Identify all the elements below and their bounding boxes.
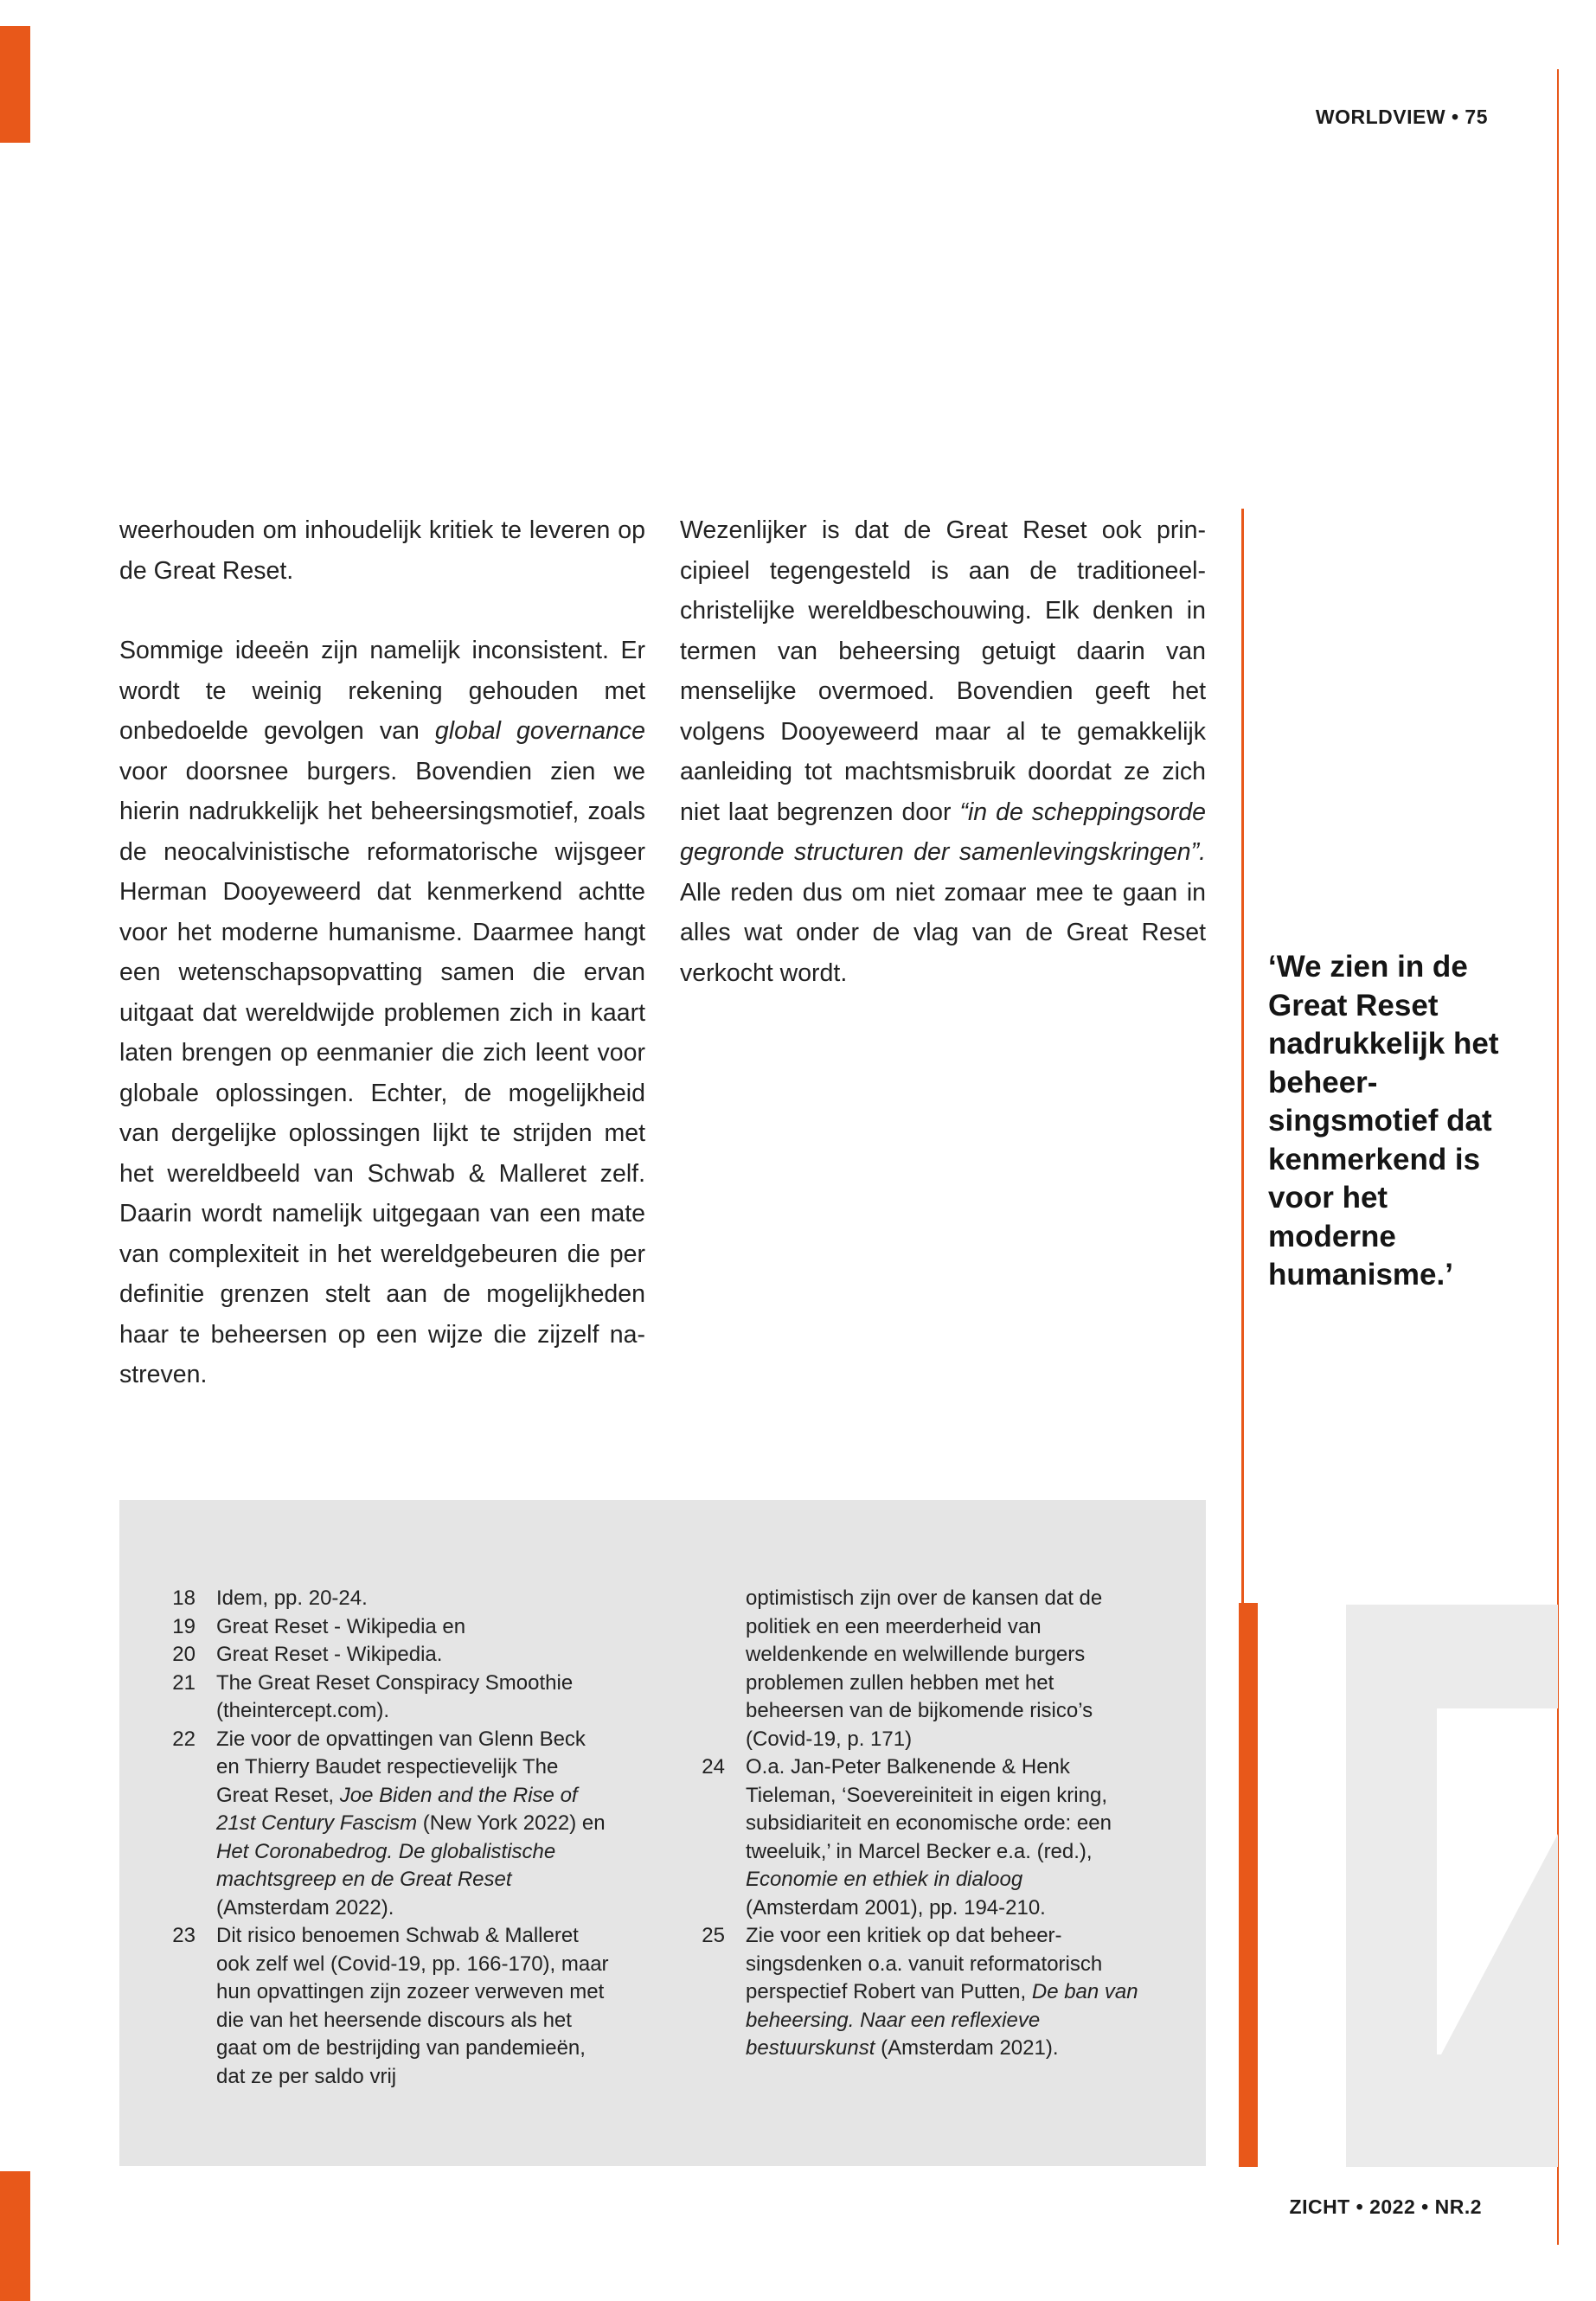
footnote-24: 24 O.a. Jan-Peter Balkenende & Henk Tieleman, ‘Soevereiniteit in eigen kring, subsidiariteit en economische orde: een tweeluik,’ in Marcel Becker e.a. (red.), Economie en ethiek in dialoog (Amsterdam 2001), pp. 194-210.: [702, 1755, 1112, 1920]
header-section: WORLDVIEW: [1315, 106, 1446, 128]
watermark-z-logo: [1346, 1605, 1558, 2167]
footnote-20: 20 Great Reset - Wikipedia.: [172, 1643, 443, 1666]
emphasis: “in de scheppingsorde gegronde structuren der samenlevingskringen”.: [680, 798, 1207, 866]
orange-bar-top-left: [0, 26, 30, 143]
footnote-18: 18 Idem, pp. 20-24.: [172, 1586, 368, 1610]
footer-magazine: ZICHT: [1289, 2195, 1350, 2218]
emphasis: global governance: [434, 717, 645, 745]
body-column-2: [680, 510, 1206, 1033]
footnote-21: 21 The Great Reset Conspiracy Smoothie (theintercept.com).: [172, 1670, 574, 1722]
footnote-22: 22 Zie voor de opvattingen van Glenn Beck en Thierry Baudet respectievelijk The Great Reset, Joe Biden and the Rise of 21st Century Fascism (New York 2022) en Het Coronabedrog. De globalistische machtsgreep en de Great Reset (Amsterdam 2022).: [172, 1727, 606, 1920]
paragraph: weerhouden om inhoudelijk kritiek te leveren op de Great Reset.: [119, 516, 645, 585]
footer-issue: NR.2: [1434, 2195, 1482, 2218]
body-column-1: [119, 510, 645, 1435]
pullquote-rule: [1241, 509, 1244, 1603]
header-page-number: 75: [1465, 106, 1488, 128]
orange-bar-bottom-right: [1239, 1603, 1258, 2167]
footnotes-box: [119, 1500, 1206, 2166]
paragraph: Wezenlijker is dat de Great Reset ook principieel tegengesteld is aan de traditioneel-christelijke wereldbeschouwing. Elk denken in termen van beheersing getuigt daarin van menselijke overmoed. Bovendien geeft het volgens Dooyeweerd maar al te gemakkelijk aanleiding tot machtsmisbruik doordat ze zich niet laat begrenzen door “in de scheppingsorde gegronde structuren der samenlevingskringen”. Alle reden dus om niet zomaar mee te gaan in alles wat onder de vlag van de Great Reset verkocht wordt.: [680, 516, 1207, 987]
orange-bar-bottom-left: [0, 2171, 30, 2301]
footnotes-column-1: [161, 1585, 611, 2091]
pull-quote: ‘We zien in de Great Reset nadrukkelijk het beheersingsmotief dat kenmerkend is voor het moderne humanisme.’: [1268, 950, 1499, 1292]
footnote-23-continued: optimistisch zijn over de kansen dat de politiek en een meerderheid van weldenkende en welwillende burgers problemen zullen hebben met het beheersen van de bijkomende risico’s (Covid-19, p. 171): [746, 1586, 1103, 1751]
footnote-23: 23 Dit risico benoemen Schwab & Malleret ook zelf wel (Covid-19, pp. 166-170), maar hun opvattingen zijn zozeer verweven met die van het heersende discours als het gaat om de bestrijding van pandemieën, dat ze per saldo vrij: [172, 1924, 609, 2088]
footer-separator: •: [1421, 2195, 1429, 2218]
running-header: [1316, 106, 1488, 129]
footnote-25: 25 Zie voor een kritiek op dat beheersingsdenken o.a. vanuit reformatorisch perspectief Robert van Putten, De ban van beheersing. Naar een reflexieve bestuurskunst (Amsterdam 2021).: [702, 1924, 1138, 2060]
footnote-19: 19 Great Reset - Wikipedia en: [172, 1614, 466, 1638]
running-footer: [1290, 2195, 1482, 2219]
header-separator: •: [1451, 106, 1459, 128]
footer-year: 2022: [1369, 2195, 1416, 2218]
footnotes-column-2: [690, 1585, 1140, 2063]
footer-separator: •: [1356, 2195, 1364, 2218]
paragraph: Sommige ideeën zijn namelijk inconsistent. Er wordt te weinig rekening gehouden met onbedoelde gevolgen van global governance voor doorsnee burgers. Bovendien zien we hierin nadrukkelijk het beheersingsmotief, zoals de neocalvinistische reformatorische wijsgeer Herman Dooyeweerd dat kenmerkend achtte voor het moderne humanisme. Daarmee hangt een wetenschapsopvatting samen die ervan uitgaat dat wereldwijde problemen zich in kaart laten brengen op eenmanier die zich leent voor globale oplossingen. Echter, de mogelijkheid van dergelijke oplossingen lijkt te strijden met het wereldbeeld van Schwab & Malleret zelf. Daarin wordt namelijk uitgegaan van een mate van complexiteit in het wereldgebeuren die per definitie grenzen stelt aan de mogelijkheden haar te beheersen op een wijze die zijzelf nastreven.: [119, 637, 645, 1388]
